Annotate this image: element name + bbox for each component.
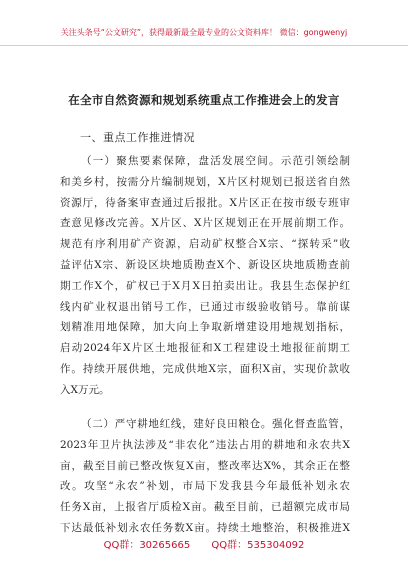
document-title: 在全市自然资源和规划系统重点工作推进会上的发言 — [68, 93, 340, 107]
text-line: 任务X亩，上报省厅质检X亩。截至目前，已超额完成市局 — [60, 501, 350, 514]
top-header-bar — [0, 0, 408, 46]
text-line: 2023年卫片执法涉及“非农化”违法占用的耕地和永农共X — [60, 438, 350, 451]
section-heading: 一、重点工作推进情况 — [80, 131, 195, 144]
footer-qq-groups — [0, 536, 408, 551]
text-line: 改。攻坚“永农”补划，市局下发我县今年最低补划永农 — [60, 480, 350, 493]
qq-group-2: QQ群：535304092 — [211, 540, 305, 551]
qq-group-1: QQ群：30265665 — [103, 540, 191, 551]
text-line: 规范有序利用矿产资源，启动矿权整合X宗、“探转采”收 — [60, 238, 350, 251]
text-line: 查意见修改完善。X片区、X片区规划正在开展前期工作。 — [60, 217, 350, 230]
text-line: （一）聚焦要素保障，盘活发展空间。示范引领绘制 — [81, 155, 350, 167]
text-line: 启动2024年X片区土地报征和X工程建设土地报征前期工 — [60, 342, 350, 355]
promo-banner: 关注头条号“公文研究”，获得最新最全最专业的公文资料库！ 微信：gongwenyj — [60, 28, 348, 37]
text-line: 和美乡村，按需分片编制规划，X片区村规划已报送省自然 — [60, 175, 350, 188]
text-line: 亩，截至目前已整改恢复X亩，整改率达X%，其余正在整 — [60, 459, 350, 472]
text-line: 划精准用地保障，加大向上争取新增建设用地规划指标， — [60, 321, 350, 334]
text-line: 期工作X个，矿权已于X月X日拍卖出让。我县生态保护红 — [60, 279, 350, 292]
paragraph-farmland-protection — [60, 414, 350, 539]
text-line: 线内矿业权退出销号工作，已通过市级验收销号。靠前谋 — [60, 300, 350, 313]
text-line: 资源厅，待备案审查通过后报批。X片区正在按市级专班审 — [60, 196, 350, 209]
text-line: （二）严守耕地红线，建好良田粮仓。强化督查监管， — [81, 418, 350, 430]
text-line: 下达最低补划永农任务数X亩。持续土地整治，积极推进X — [60, 521, 350, 534]
text-line: 益评估X宗、新设区块地质勘查X个、新设区块地质勘查前 — [60, 258, 350, 271]
text-line: 入X万元。 — [60, 383, 110, 396]
paragraph-requirement-guarantee — [60, 151, 350, 401]
text-line: 作。持续开展供地，完成供地X宗，面积X亩，实现价款收 — [60, 362, 350, 375]
